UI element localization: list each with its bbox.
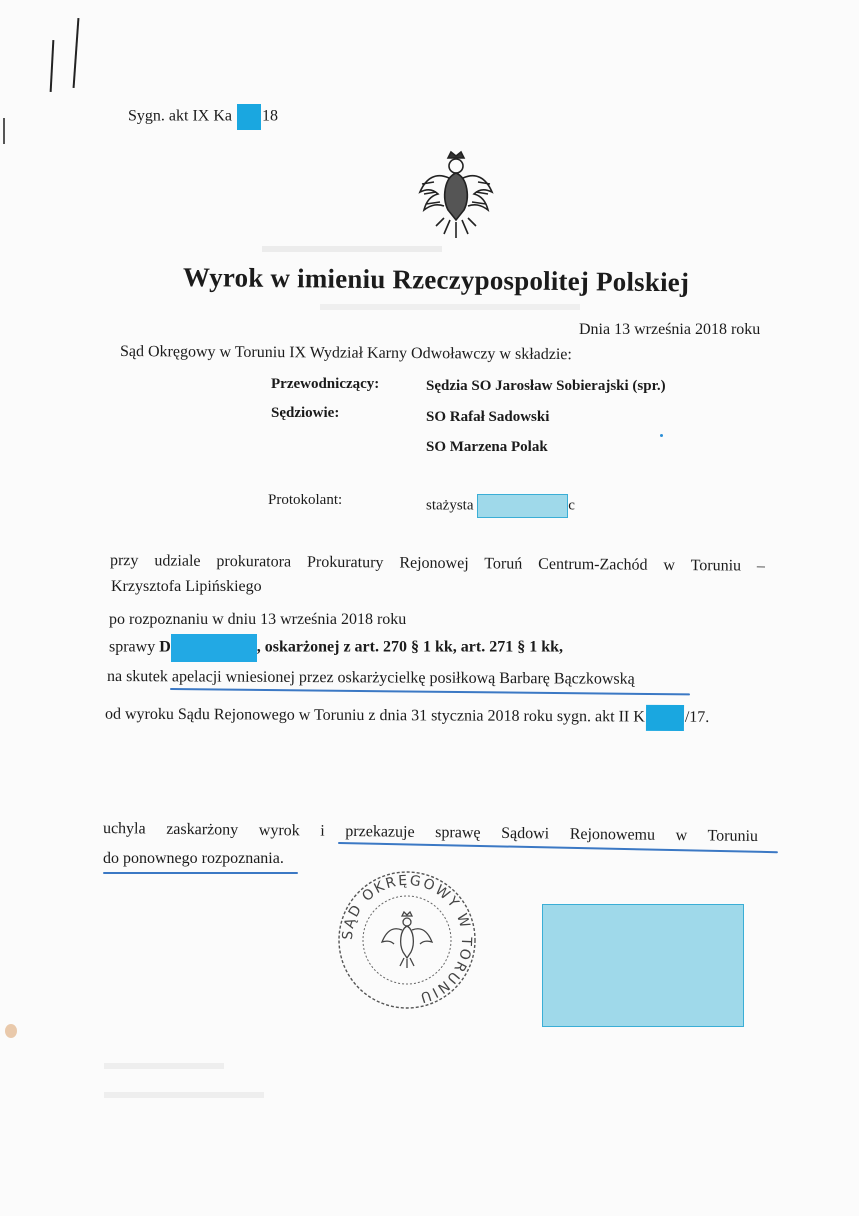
clerk-value (426, 494, 575, 518)
body-line-3: po rozpoznaniu w dniu 13 września 2018 roku (109, 611, 407, 628)
defendant-initial: D (159, 638, 171, 656)
stamp-text: SĄD OKRĘGOWY W TORUNIU (339, 872, 475, 1006)
body-line-1 (110, 552, 765, 576)
case-number-suffix: 18 (261, 107, 278, 125)
judge-1: SO Rafał Sadowski (426, 409, 550, 425)
body-line-6-prefix: od wyroku Sądu Rejonowego w Toruniu z dnia 31 stycznia 2018 roku sygn. akt II K (104, 705, 645, 726)
redaction-box (237, 104, 261, 130)
body-line-1-text: przy udziale prokuratora Prokuratury Rejonowej Toruń Centrum-Zachód w Toruniu – (109, 552, 766, 575)
bleed-through-text (320, 304, 580, 310)
ruling-line-1 (103, 820, 758, 846)
clerk-value-prefix: stażysta (426, 497, 474, 514)
eagle-emblem (414, 148, 498, 244)
margin-spot (5, 1024, 17, 1038)
clerk-value-suffix: c (568, 497, 575, 514)
redaction-box (171, 634, 257, 662)
clerk-label: Protokolant: (268, 492, 343, 508)
body-line-6-suffix: /17. (684, 708, 710, 726)
body-line-4-prefix: sprawy (109, 638, 156, 656)
judges-label: Sędziowie: (271, 405, 340, 421)
case-number-prefix: Sygn. akt IX Ka (128, 107, 232, 125)
case-number (128, 104, 278, 130)
body-line-4-suffix: , oskarżonej z art. 270 § 1 kk, art. 271 § 1 kk, (256, 638, 563, 656)
bleed-through-text (262, 246, 442, 252)
chair-label: Przewodniczący: (271, 376, 380, 392)
bleed-through-text (104, 1063, 224, 1069)
eagle-icon (414, 148, 498, 244)
redaction-box (477, 494, 568, 518)
bleed-through-text (104, 1092, 264, 1098)
ruling-line-2: do ponownego rozpoznania. (103, 850, 284, 867)
page-edge-mark (3, 118, 5, 144)
handwritten-stroke (73, 18, 80, 88)
blue-ink-underline (103, 872, 298, 874)
court-line: Sąd Okręgowy w Toruniu IX Wydział Karny Odwoławczy w składzie: (119, 343, 572, 364)
court-seal-icon (332, 868, 482, 1012)
handwritten-stroke (50, 40, 55, 92)
body-line-2: Krzysztofa Lipińskiego (111, 578, 262, 595)
body-line-5: na skutek apelacji wniesionej przez oskarżycielkę posiłkową Barbarę Bączkowską (106, 668, 635, 688)
chair-value: Sędzia SO Jarosław Sobierajski (spr.) (426, 378, 666, 394)
page-title: Wyrok w imieniu Rzeczypospolitej Polskiej (182, 262, 690, 298)
redaction-box (542, 904, 744, 1027)
ruling-line-1-text: uchyla zaskarżony wyrok i przekazuje sprawę Sądowi Rejonowemu w Toruniu (102, 820, 759, 846)
ink-dot (660, 434, 663, 437)
court-stamp (332, 868, 482, 1012)
judge-2: SO Marzena Polak (426, 439, 548, 455)
body-line-6 (105, 702, 709, 731)
blue-ink-underline (170, 688, 690, 695)
svg-text:SĄD OKRĘGOWY W TORUNIU (340, 873, 474, 1006)
redaction-box (646, 705, 684, 731)
judgment-date: Dnia 13 września 2018 roku (579, 321, 761, 338)
body-line-4 (109, 634, 563, 662)
